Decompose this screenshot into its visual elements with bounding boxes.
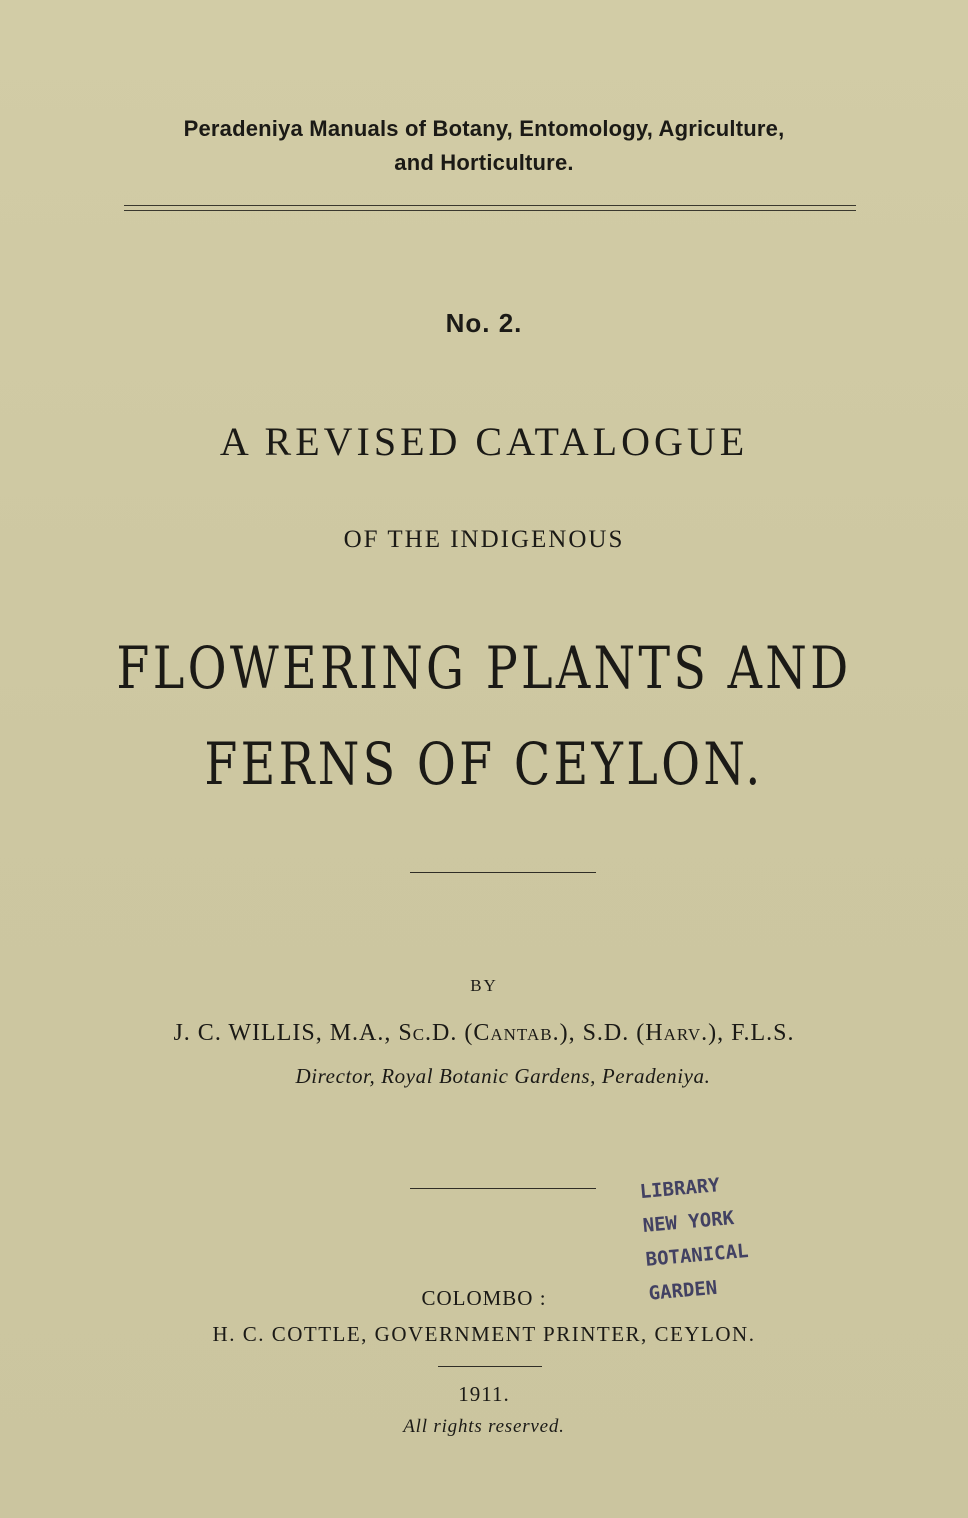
stamp-line-3: BOTANICAL: [644, 1239, 750, 1271]
series-title: [0, 112, 968, 180]
stamp-line-4: GARDEN: [647, 1276, 719, 1305]
imprint-printer: H. C. COTTLE, GOVERNMENT PRINTER, CEYLON.: [212, 1322, 756, 1346]
imprint-year: 1911.: [458, 1382, 510, 1406]
short-rule-3: [438, 1366, 542, 1367]
author-line: [0, 1020, 968, 1047]
short-rule-2: [410, 1188, 596, 1189]
series-title-line-2: and Horticulture.: [394, 150, 574, 175]
author-name: J. C. WILLIS, M.A.,: [173, 1020, 392, 1046]
author-degree-cantab: Sc.D. (Cantab.),: [398, 1020, 576, 1046]
rights-notice: All rights reserved.: [403, 1416, 565, 1437]
imprint-place: COLOMBO :: [421, 1286, 547, 1310]
double-rule: [124, 205, 856, 211]
series-title-line-1: Peradeniya Manuals of Botany, Entomology, Agriculture,: [183, 116, 785, 141]
short-rule-1: [410, 872, 596, 873]
author-degree-harv: S.D. (Harv.), F.L.S.: [582, 1020, 795, 1046]
title-line-3: FLOWERING PLANTS AND: [116, 634, 852, 702]
title-line-4: FERNS OF CEYLON.: [204, 730, 764, 798]
title-line-1: A REVISED CATALOGUE: [219, 419, 749, 464]
stamp-line-1: LIBRARY: [638, 1174, 721, 1204]
manual-number: No. 2.: [445, 308, 523, 338]
title-line-2: OF THE INDIGENOUS: [343, 526, 625, 553]
stamp-line-2: NEW YORK: [641, 1207, 735, 1237]
author-role: Director, Royal Botanic Gardens, Peradeniya.: [295, 1064, 711, 1088]
by-label: BY: [470, 976, 498, 995]
main-title: [87, 620, 881, 812]
